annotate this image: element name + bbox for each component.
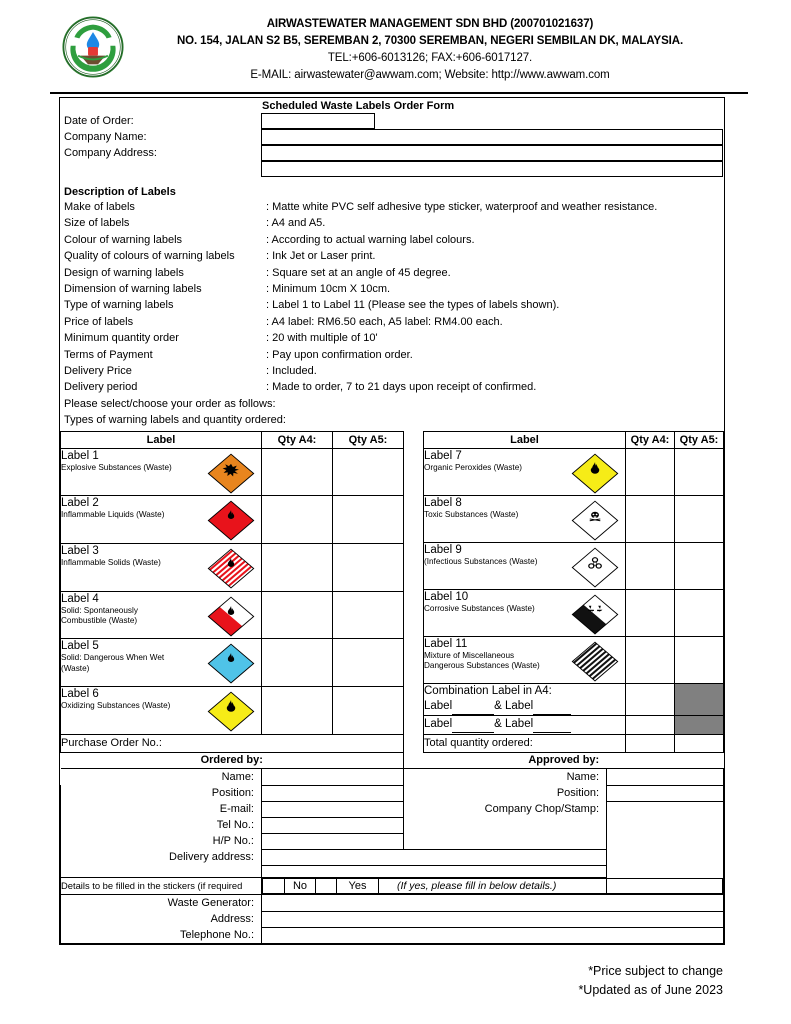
no-label: No xyxy=(285,879,316,894)
description-value: : Pay upon confirmation order. xyxy=(266,348,413,361)
approved-position-input[interactable] xyxy=(607,785,724,801)
label-name: Label 6 xyxy=(61,687,99,700)
company-address-label: Company Address: xyxy=(64,147,157,159)
waste-generator-label: Waste Generator: xyxy=(61,895,262,912)
qty-a4-cell[interactable] xyxy=(262,591,333,639)
total-quantity-a5-cell[interactable] xyxy=(675,735,724,753)
label-name: Label 4 xyxy=(61,592,99,605)
description-key: Quality of colours of warning labels xyxy=(64,250,235,263)
col-header-label: Label xyxy=(61,431,262,448)
signoff-row-position xyxy=(61,785,724,801)
field-row-company-name xyxy=(60,129,724,145)
hazard-diamond-explosive xyxy=(207,453,255,494)
description-key: Delivery Price xyxy=(64,364,132,377)
description-value: : A4 label: RM6.50 each, A5 label: RM4.00 each. xyxy=(266,315,503,328)
qty-a4-cell[interactable] xyxy=(626,636,675,683)
description-list xyxy=(60,199,724,396)
waste-generator-input[interactable] xyxy=(262,895,724,912)
label-tables-row xyxy=(60,431,724,735)
footnote-price: *Price subject to change xyxy=(588,964,723,978)
label-row xyxy=(61,496,404,544)
label-row xyxy=(424,636,724,683)
description-row xyxy=(60,265,724,281)
description-row xyxy=(60,281,724,297)
stickers-row-telephone xyxy=(61,927,724,944)
hazard-diamond-flammable-solid xyxy=(207,548,255,589)
description-value: : Made to order, 7 to 21 days upon receipt of confirmed. xyxy=(266,381,537,394)
field-row-company-address xyxy=(60,145,724,161)
label-description: Organic Peroxides (Waste) xyxy=(424,462,522,472)
approved-name-label: Name: xyxy=(404,769,607,786)
description-row xyxy=(60,363,724,379)
label-info-cell xyxy=(61,496,262,544)
ordered-email-input[interactable] xyxy=(262,801,404,817)
form-title: Scheduled Waste Labels Order Form xyxy=(262,100,455,112)
label-row xyxy=(61,543,404,591)
combination-qty-a4-2[interactable] xyxy=(626,715,675,734)
approved-blank-2 xyxy=(404,833,607,849)
description-key: Price of labels xyxy=(64,315,134,328)
label-row xyxy=(61,448,404,496)
col-header-qty-a4: Qty A4: xyxy=(262,431,333,448)
label-row xyxy=(424,589,724,636)
col-header-label-2: Label xyxy=(424,431,626,448)
select-note: Please select/choose your order as follows: xyxy=(64,397,276,410)
label-row xyxy=(424,448,724,495)
hazard-diamond-flammable-liquid xyxy=(207,500,255,541)
description-value: : Square set at an angle of 45 degree. xyxy=(266,266,451,279)
ordered-position-label: Position: xyxy=(61,785,262,801)
description-key: Design of warning labels xyxy=(64,266,184,279)
hazard-diamond-oxidizing xyxy=(207,691,255,732)
label-description: Explosive Substances (Waste) xyxy=(61,462,172,472)
signoff-row-name xyxy=(61,769,724,786)
company-header-text xyxy=(130,16,730,84)
description-row xyxy=(60,248,724,264)
qty-a5-cell[interactable] xyxy=(333,591,404,639)
label-name: Label 8 xyxy=(424,496,462,509)
total-quantity-a4-cell[interactable] xyxy=(626,735,675,753)
ordered-tel-label: Tel No.: xyxy=(61,817,262,833)
qty-a4-cell[interactable] xyxy=(626,589,675,636)
company-address-line: NO. 154, JALAN S2 B5, SEREMBAN 2, 70300 SEREMBAN, NEGERI SEMBILAN DK, MALAYSIA. xyxy=(176,35,684,47)
qty-a5-cell[interactable] xyxy=(675,542,724,589)
description-row xyxy=(60,215,724,231)
ordered-by-title: Ordered by: xyxy=(61,753,404,769)
description-key: Type of warning labels xyxy=(64,299,174,312)
label-description: Solid: Dangerous When Wet (Waste) xyxy=(61,653,165,673)
company-name-label: Company Name: xyxy=(64,131,147,143)
label-info-cell xyxy=(424,495,626,542)
description-key: Make of labels xyxy=(64,201,135,213)
sticker-telephone-input[interactable] xyxy=(262,927,724,944)
qty-a5-cell[interactable] xyxy=(333,448,404,496)
stickers-prompt-label: Details to be filled in the stickers (if required xyxy=(61,878,262,895)
ordered-name-label: Name: xyxy=(221,771,254,783)
label-name: Label 7 xyxy=(424,449,462,462)
label-info-cell xyxy=(424,589,626,636)
stickers-row-address xyxy=(61,911,724,927)
description-value: : Label 1 to Label 11 (Please see the types of labels shown). xyxy=(266,299,560,312)
header-divider xyxy=(50,92,748,94)
label-info-cell xyxy=(61,639,262,687)
description-value: : Ink Jet or Laser print. xyxy=(266,250,376,263)
ordered-name-input[interactable] xyxy=(262,769,404,786)
description-row xyxy=(60,347,724,363)
no-checkbox[interactable] xyxy=(263,879,285,894)
signoff-row-email xyxy=(61,801,724,817)
label-table-right-header xyxy=(424,431,724,448)
qty-a4-cell[interactable] xyxy=(626,495,675,542)
ordered-hp-label: H/P No.: xyxy=(61,833,262,849)
date-of-order-input[interactable] xyxy=(261,113,375,129)
label-info-cell xyxy=(424,542,626,589)
description-row xyxy=(60,330,724,346)
sticker-address-label: Address: xyxy=(61,911,262,927)
label-description: Oxidizing Substances (Waste) xyxy=(61,700,171,710)
delivery-address-label: Delivery address: xyxy=(61,849,262,865)
description-row xyxy=(60,297,724,313)
stickers-note: (If yes, please fill in below details.) xyxy=(379,879,723,894)
order-form-frame xyxy=(59,97,725,945)
label-name: Label 2 xyxy=(61,497,99,510)
combination-heading: Combination Label in A4: xyxy=(424,684,552,697)
label-name: Label 10 xyxy=(424,590,469,603)
label-info-cell xyxy=(61,448,262,496)
col-header-qty-a5-2: Qty A5: xyxy=(675,431,724,448)
stickers-row-waste-generator xyxy=(61,895,724,912)
description-row xyxy=(60,314,724,330)
label-row xyxy=(61,686,404,734)
company-address-input-2[interactable] xyxy=(261,161,723,177)
purchase-order-cell[interactable] xyxy=(61,735,404,753)
label-name: Label 11 xyxy=(424,637,468,650)
approved-by-title: Approved by: xyxy=(404,753,724,769)
label-name: Label 3 xyxy=(61,544,99,557)
label-table-left-header xyxy=(61,431,404,448)
label-description: Solid: Spontaneously Combustible (Waste) xyxy=(61,605,138,626)
description-value: : Minimum 10cm X 10cm. xyxy=(266,282,391,295)
description-key: Terms of Payment xyxy=(64,348,153,361)
description-key: Delivery period xyxy=(64,381,138,394)
ordered-position-input[interactable] xyxy=(262,785,404,801)
label-description: Inflammable Solids (Waste) xyxy=(61,557,161,567)
label-table-left xyxy=(60,431,404,735)
stickers-prompt-row xyxy=(61,878,724,895)
label-row xyxy=(61,639,404,687)
description-key: Size of labels xyxy=(64,217,130,230)
delivery-address-spacer xyxy=(61,865,262,878)
col-header-qty-a5: Qty A5: xyxy=(333,431,404,448)
hazard-diamond-dangerous-when-wet xyxy=(207,643,255,684)
description-value: : According to actual warning label colours. xyxy=(266,233,475,246)
approved-name-input[interactable] xyxy=(607,769,724,786)
description-value: : A4 and A5. xyxy=(266,217,326,230)
hazard-diamond-toxic xyxy=(571,500,619,541)
qty-a5-cell[interactable] xyxy=(675,589,724,636)
company-name-input[interactable] xyxy=(261,129,723,145)
label-info-cell xyxy=(424,448,626,495)
label-row xyxy=(61,591,404,639)
qty-a5-cell[interactable] xyxy=(333,639,404,687)
ordered-tel-input[interactable] xyxy=(262,817,404,833)
total-quantity-label: Total quantity ordered: xyxy=(424,736,533,749)
qty-a4-cell[interactable] xyxy=(626,542,675,589)
total-quantity-label-cell xyxy=(424,735,626,753)
label-description: Inflammable Liquids (Waste) xyxy=(61,510,165,520)
yes-label: Yes xyxy=(337,879,379,894)
label-info-cell xyxy=(424,636,626,683)
label-name: Label 1 xyxy=(61,449,99,462)
qty-a5-cell[interactable] xyxy=(675,636,724,683)
footnote-updated: *Updated as of June 2023 xyxy=(578,983,723,997)
description-value: : 20 with multiple of 10' xyxy=(266,332,378,345)
hazard-diamond-organic-peroxide xyxy=(571,453,619,494)
col-header-qty-a4-2: Qty A4: xyxy=(626,431,675,448)
combination-line-1: Label & Label xyxy=(424,699,625,715)
approved-blank-1 xyxy=(404,817,607,833)
label-row xyxy=(424,542,724,589)
combination-line-2: Label & Label xyxy=(424,717,625,733)
label-description: Mixture of Miscellaneous Dangerous Substances (Waste) xyxy=(424,650,540,670)
company-phone-line: TEL:+606-6013126; FAX:+606-6017127. xyxy=(327,52,533,64)
table-gutter xyxy=(404,431,423,735)
ordered-hp-input[interactable] xyxy=(262,833,404,849)
combination-qty-a5-1-disabled xyxy=(675,683,724,715)
qty-a5-cell[interactable] xyxy=(333,496,404,544)
qty-a5-cell[interactable] xyxy=(333,686,404,734)
qty-a5-cell[interactable] xyxy=(675,495,724,542)
combination-qty-a5-2-disabled xyxy=(675,715,724,734)
qty-a5-cell[interactable] xyxy=(675,448,724,495)
description-heading: Description of Labels xyxy=(64,186,176,198)
delivery-address-input-2[interactable] xyxy=(262,865,607,878)
combination-line-2-cell xyxy=(424,715,626,734)
qty-a4-cell[interactable] xyxy=(262,496,333,544)
sticker-telephone-label: Telephone No.: xyxy=(61,927,262,944)
description-row xyxy=(60,199,724,215)
company-name-line: AIRWASTEWATER MANAGEMENT SDN BHD (200701021637) xyxy=(266,18,594,30)
description-value: : Included. xyxy=(266,364,317,377)
combination-qty-a4-1[interactable] xyxy=(626,683,675,715)
label-name: Label 5 xyxy=(61,640,99,653)
types-note: Types of warning labels and quantity ordered: xyxy=(64,414,286,427)
label-description: Corrosive Substances (Waste) xyxy=(424,603,535,613)
yes-checkbox[interactable] xyxy=(316,879,337,894)
hazard-diamond-infectious xyxy=(571,547,619,588)
document-header xyxy=(0,0,791,92)
description-row xyxy=(60,379,724,395)
signoff-header-row xyxy=(61,753,724,769)
date-of-order-label: Date of Order: xyxy=(64,115,134,127)
combination-heading-cell xyxy=(424,683,626,715)
combination-label-row-2 xyxy=(424,715,724,734)
label-row xyxy=(424,495,724,542)
label-info-cell xyxy=(61,591,262,639)
label-description: Toxic Substances (Waste) xyxy=(424,509,519,519)
description-key: Dimension of warning labels xyxy=(64,282,202,295)
ordered-email-label: E-mail: xyxy=(61,801,262,817)
label-info-cell xyxy=(61,543,262,591)
label-name: Label 9 xyxy=(424,543,462,556)
combination-label-row-1 xyxy=(424,683,724,715)
field-row-company-address-2 xyxy=(60,161,724,177)
label-description: (Infectious Substances (Waste) xyxy=(424,556,538,566)
description-row xyxy=(60,232,724,248)
sticker-address-input[interactable] xyxy=(262,911,724,927)
qty-a4-cell[interactable] xyxy=(262,686,333,734)
approved-position-label: Position: xyxy=(404,785,607,801)
purchase-order-label: Purchase Order No.: xyxy=(61,736,162,749)
qty-a4-cell[interactable] xyxy=(262,543,333,591)
company-address-input-1[interactable] xyxy=(261,145,723,161)
qty-a5-cell[interactable] xyxy=(333,543,404,591)
signoff-table xyxy=(60,753,724,945)
hazard-diamond-spontaneously-combustible xyxy=(207,596,255,637)
label-info-cell xyxy=(61,686,262,734)
description-value: : Matte white PVC self adhesive type sticker, waterproof and weather resistance. xyxy=(266,201,658,213)
description-key: Minimum quantity order xyxy=(64,332,179,345)
qty-a4-cell[interactable] xyxy=(262,639,333,687)
label-table-right xyxy=(423,431,724,735)
po-total-row xyxy=(60,735,724,753)
qty-a4-cell[interactable] xyxy=(262,448,333,496)
hazard-diamond-corrosive xyxy=(571,594,619,635)
company-email-line: E-MAIL: airwastewater@awwam.com; Website: http://www.awwam.com xyxy=(250,69,610,81)
hazard-diamond-miscellaneous xyxy=(571,641,619,682)
qty-a4-cell[interactable] xyxy=(626,448,675,495)
field-row-date-of-order xyxy=(60,113,724,129)
company-chop-label: Company Chop/Stamp: xyxy=(404,801,607,817)
company-logo-icon xyxy=(62,16,124,78)
stickers-choice-cell xyxy=(262,878,724,895)
description-key: Colour of warning labels xyxy=(64,233,183,246)
delivery-address-input-1[interactable] xyxy=(262,849,607,865)
